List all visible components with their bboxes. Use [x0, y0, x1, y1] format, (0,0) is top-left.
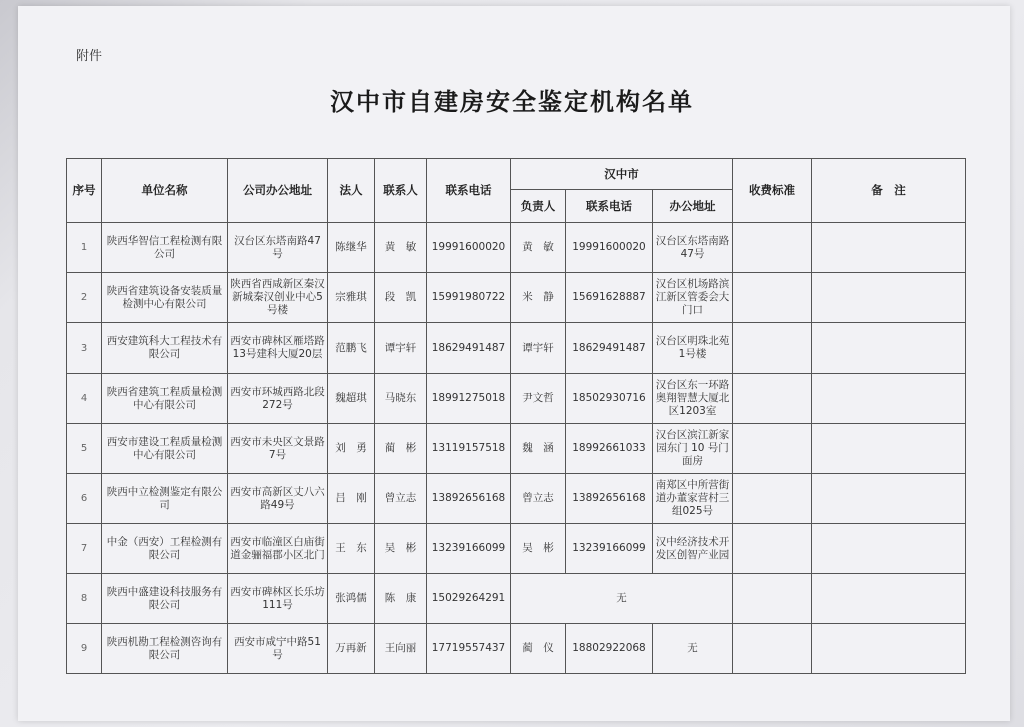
row-seq: 7	[67, 524, 102, 574]
row-hz-phone: 18802922068	[566, 624, 653, 674]
header-unit-name: 单位名称	[102, 159, 228, 223]
row-remark	[812, 223, 966, 273]
row-hz-manager: 黄 敏	[511, 223, 566, 273]
row-hz-address: 无	[653, 624, 733, 674]
row-address: 汉台区东塔南路47号	[228, 223, 328, 273]
header-hz-phone: 联系电话	[566, 190, 653, 223]
row-hz-address: 汉台区东一环路奥翔智慧大厦北区1203室	[653, 374, 733, 424]
row-seq: 3	[67, 323, 102, 374]
header-fee: 收费标准	[733, 159, 812, 223]
row-fee	[733, 323, 812, 374]
row-legal: 陈继华	[328, 223, 375, 273]
table-row	[67, 273, 966, 323]
row-legal: 刘 勇	[328, 424, 375, 474]
header-seq: 序号	[67, 159, 102, 223]
row-fee	[733, 273, 812, 323]
row-hz-phone: 19991600020	[566, 223, 653, 273]
row-hz-manager: 谭宇轩	[511, 323, 566, 374]
row-phone: 19991600020	[427, 223, 511, 273]
row-contact: 王向丽	[375, 624, 427, 674]
row-legal: 范鹏飞	[328, 323, 375, 374]
row-name: 陕西机勘工程检测咨询有限公司	[102, 624, 228, 674]
row-seq: 2	[67, 273, 102, 323]
row-address: 西安市碑林区长乐坊111号	[228, 574, 328, 624]
header-legal-rep: 法人	[328, 159, 375, 223]
row-contact: 蔺 彬	[375, 424, 427, 474]
row-hz-address: 汉中经济技术开发区创智产业园	[653, 524, 733, 574]
header-contact: 联系人	[375, 159, 427, 223]
row-legal: 宗雅琪	[328, 273, 375, 323]
row-hz-phone: 18992661033	[566, 424, 653, 474]
row-hz-manager: 米 静	[511, 273, 566, 323]
row-hz-address: 汉台区机场路滨江新区管委会大门口	[653, 273, 733, 323]
row-name: 陕西省建筑设备安装质量检测中心有限公司	[102, 273, 228, 323]
row-hz-manager: 蔺 仪	[511, 624, 566, 674]
row-address: 西安市临潼区白庙街道金骊福郡小区北门	[228, 524, 328, 574]
row-fee	[733, 524, 812, 574]
row-hz-address: 南郑区中所营街道办董家营村三组025号	[653, 474, 733, 524]
row-phone: 13239166099	[427, 524, 511, 574]
row-seq: 9	[67, 624, 102, 674]
row-fee	[733, 474, 812, 524]
row-fee	[733, 374, 812, 424]
table-row	[67, 424, 966, 474]
row-hz-phone: 18502930716	[566, 374, 653, 424]
row-phone: 13119157518	[427, 424, 511, 474]
row-phone: 13892656168	[427, 474, 511, 524]
row-remark	[812, 574, 966, 624]
header-hz-manager: 负责人	[511, 190, 566, 223]
row-remark	[812, 624, 966, 674]
header-remark: 备 注	[812, 159, 966, 223]
row-fee	[733, 424, 812, 474]
table-row	[67, 374, 966, 424]
table-row	[67, 323, 966, 374]
row-phone: 15991980722	[427, 273, 511, 323]
row-remark	[812, 374, 966, 424]
row-remark	[812, 474, 966, 524]
row-phone: 17719557437	[427, 624, 511, 674]
row-hz-address: 汉台区滨江新家园东门 10 号门面房	[653, 424, 733, 474]
row-hz-manager: 魏 涵	[511, 424, 566, 474]
row-seq: 4	[67, 374, 102, 424]
row-legal: 王 东	[328, 524, 375, 574]
table-row	[67, 574, 966, 624]
row-remark	[812, 323, 966, 374]
row-hz-manager: 曾立志	[511, 474, 566, 524]
row-contact: 谭宇轩	[375, 323, 427, 374]
header-hz-address: 办公地址	[653, 190, 733, 223]
table-row	[67, 474, 966, 524]
row-hz-merged: 无	[511, 574, 733, 624]
row-remark	[812, 424, 966, 474]
row-name: 陕西中盛建设科技服务有限公司	[102, 574, 228, 624]
row-phone: 15029264291	[427, 574, 511, 624]
row-hz-phone: 13239166099	[566, 524, 653, 574]
row-remark	[812, 524, 966, 574]
table-row	[67, 223, 966, 273]
row-hz-address: 汉台区东塔南路47号	[653, 223, 733, 273]
row-contact: 马晓东	[375, 374, 427, 424]
row-contact: 陈 康	[375, 574, 427, 624]
row-legal: 吕 刚	[328, 474, 375, 524]
row-address: 西安市未央区文景路7号	[228, 424, 328, 474]
row-hz-manager: 尹文哲	[511, 374, 566, 424]
table-row	[67, 624, 966, 674]
row-hz-phone: 15691628887	[566, 273, 653, 323]
row-fee	[733, 624, 812, 674]
row-address: 西安市咸宁中路51号	[228, 624, 328, 674]
row-hz-phone: 18629491487	[566, 323, 653, 374]
row-seq: 8	[67, 574, 102, 624]
row-name: 陕西中立检测鉴定有限公司	[102, 474, 228, 524]
row-seq: 6	[67, 474, 102, 524]
row-contact: 段 凯	[375, 273, 427, 323]
row-name: 西安市建设工程质量检测中心有限公司	[102, 424, 228, 474]
row-hz-manager: 吴 彬	[511, 524, 566, 574]
attachment-label: 附件	[76, 49, 103, 64]
row-contact: 曾立志	[375, 474, 427, 524]
row-contact: 黄 敏	[375, 223, 427, 273]
document-title: 汉中市自建房安全鉴定机构名单	[330, 88, 694, 116]
row-seq: 5	[67, 424, 102, 474]
header-office-address: 公司办公地址	[228, 159, 328, 223]
row-address: 西安市环城西路北段272号	[228, 374, 328, 424]
row-remark	[812, 273, 966, 323]
row-legal: 张鸿儒	[328, 574, 375, 624]
row-seq: 1	[67, 223, 102, 273]
agency-table	[66, 158, 966, 674]
row-name: 陕西华智信工程检测有限公司	[102, 223, 228, 273]
header-phone: 联系电话	[427, 159, 511, 223]
row-name: 西安建筑科大工程技术有限公司	[102, 323, 228, 374]
row-phone: 18991275018	[427, 374, 511, 424]
row-hz-address: 汉台区明珠北苑1号楼	[653, 323, 733, 374]
row-address: 西安市高新区丈八六路49号	[228, 474, 328, 524]
row-legal: 万再新	[328, 624, 375, 674]
table-row	[67, 524, 966, 574]
row-legal: 魏超琪	[328, 374, 375, 424]
row-phone: 18629491487	[427, 323, 511, 374]
row-fee	[733, 574, 812, 624]
row-contact: 吴 彬	[375, 524, 427, 574]
header-hanzhong-group: 汉中市	[511, 159, 733, 190]
row-address: 陕西省西咸新区秦汉新城秦汉创业中心5号楼	[228, 273, 328, 323]
row-fee	[733, 223, 812, 273]
row-name: 中金（西安）工程检测有限公司	[102, 524, 228, 574]
row-name: 陕西省建筑工程质量检测中心有限公司	[102, 374, 228, 424]
row-address: 西安市碑林区雁塔路13号建科大厦20层	[228, 323, 328, 374]
row-hz-phone: 13892656168	[566, 474, 653, 524]
